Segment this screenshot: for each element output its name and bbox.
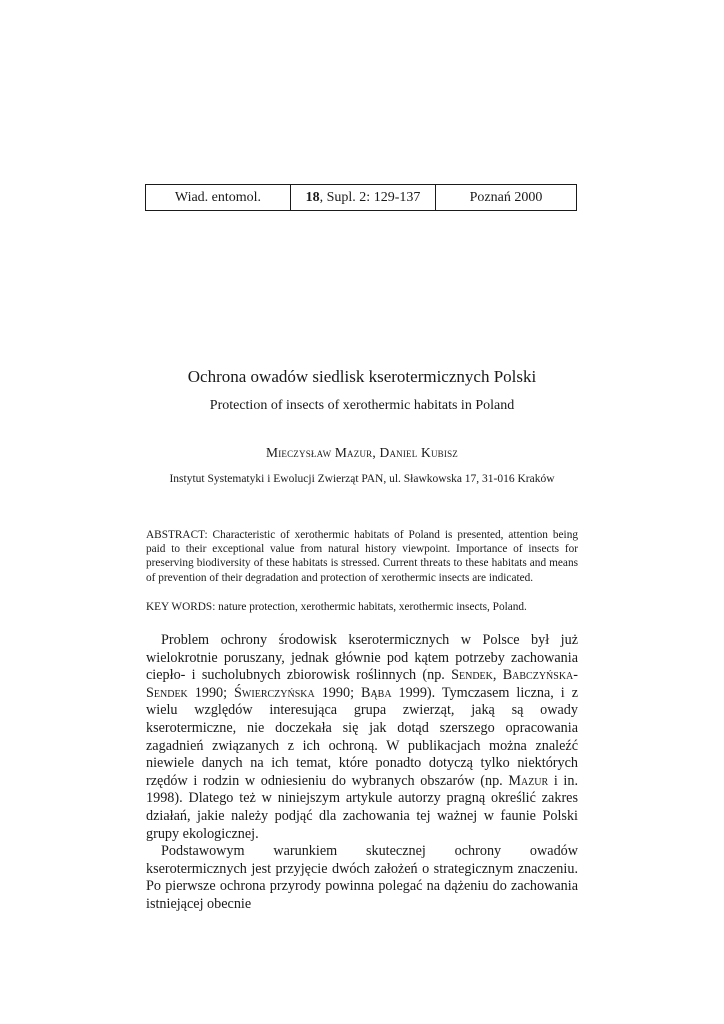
volume-pages bbox=[291, 185, 436, 210]
citation-header-box bbox=[145, 184, 577, 211]
place-year: Poznań 2000 bbox=[469, 189, 543, 205]
citation-mazur: Mazur bbox=[508, 772, 549, 789]
citation-babczynska-sendek: Babczyńska-Sendek bbox=[146, 667, 578, 701]
p1-text-e: 1999). Tymczasem liczna, i z wielu względów interesująca grupa zwierząt, jaką są owady kserotermiczne, nie doczekała się jak dotąd szerszego opracowania zagadnień związanych z ich ochroną. W publikacjach można znaleźć niewiele danych na ich temat, które ponadto dotyczą tylko niektórych rzędów i rodzin w odniesieniu do wybranych obszarów (np. bbox=[146, 684, 578, 789]
affiliation: Instytut Systematyki i Ewolucji Zwierząt PAN, ul. Sławkowska 17, 31-016 Kraków bbox=[169, 473, 555, 485]
paragraph-2: Podstawowym warunkiem skutecznej ochrony owadów kserotermicznych jest przyjęcie dwóch założeń o strategicznym znaczeniu. Po pierwsze ochrona przyrody powinna polegać na dążeniu do zachowania istniejącej obecnie bbox=[146, 843, 578, 912]
volume-number: 18 bbox=[305, 189, 320, 205]
body-text bbox=[146, 632, 578, 914]
citation-baba: Bąba bbox=[360, 684, 392, 701]
paragraph-1 bbox=[146, 632, 578, 843]
supplement-pages: , Supl. 2: 129-137 bbox=[319, 189, 421, 205]
abstract: ABSTRACT: Characteristic of xerothermic habitats of Poland is presented, attention being paid to their exceptional value from natural history viewpoint. Importance of insects for preserving biodiversity of these habitats is stressed. Current threats to these habitats and means of prevention of their degradation and protection of xerothermic insects are indicated. bbox=[146, 529, 578, 584]
journal-name: Wiad. entomol. bbox=[146, 185, 291, 210]
paper-title-polish: Ochrona owadów siedlisk kserotermicznych Polski bbox=[187, 367, 537, 386]
p1-text-f: i in. 1998). Dlatego też w niniejszym artykule autorzy pragną określić zakres działań, jakie należy podjąć dla zachowania tej ważnej w faunie Polski grupy ekologicznej. bbox=[146, 772, 578, 842]
paper-title-english: Protection of insects of xerothermic habitats in Poland bbox=[209, 398, 515, 413]
p1-text-a: Problem ochrony środowisk kserotermicznych w Polsce był już wielokrotnie poruszany, jednak głównie pod kątem potrzeby zachowania ciepło- i sucholubnych zbiorowisk roślinnych (np. bbox=[146, 632, 578, 684]
citation-sendek: Sendek bbox=[451, 667, 493, 684]
p1-text-d: 1990; bbox=[314, 684, 361, 701]
p1-text-c: 1990; bbox=[187, 684, 235, 701]
keywords: KEY WORDS: nature protection, xerothermic habitats, xerothermic insects, Poland. bbox=[146, 601, 527, 613]
p1-text-b: , bbox=[492, 667, 503, 684]
citation-swierczynska: Świerczyńska bbox=[234, 684, 315, 701]
authors: Mieczysław Mazur, Daniel Kubisz bbox=[266, 445, 458, 460]
